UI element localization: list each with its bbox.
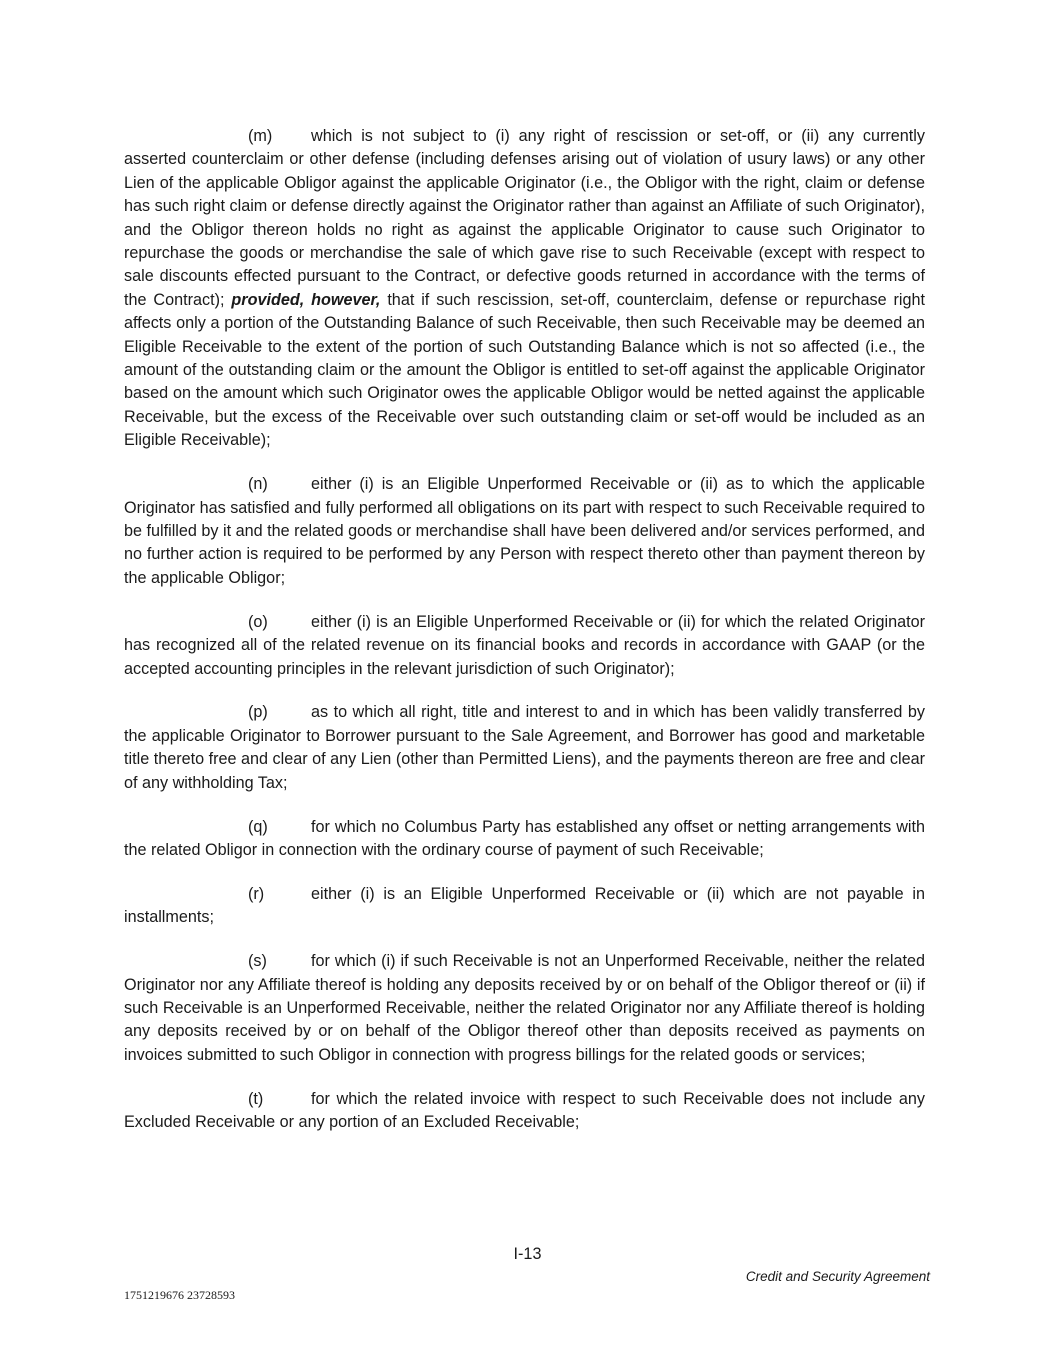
- clause-marker: (o): [248, 612, 268, 631]
- clause-marker: (m): [248, 127, 273, 145]
- clause-text: for which (i) if such Receivable is not an Unperformed Receivable, neither the related Originator nor any Affiliate thereof is holding any deposits received by or on behalf of the Obligor thereof or (ii) if such Receivable is an Unperformed Receivable, neither the related Originator nor any Affiliate thereof is holding any deposits received by or on behalf of the Obligor thereof other than deposits received as payments on invoices submitted to such Obligor in connection with progress billings for the related goods or services;: [124, 952, 925, 1064]
- clause-text: for which no Columbus Party has established any offset or netting arrangements with the related Obligor in connection with the ordinary course of payment of such Receivable;: [124, 817, 925, 859]
- clause-text: which is not subject to (i) any right of rescission or set-off, or (ii) any currently asserted counterclaim or other defense (including defenses arising out of violation of usury laws) or any other Lien of the applicable Obligor against the applicable Originator (i.e., the Obligor with the right, claim or defense has such right claim or defense directly against the Originator rather than against an Affiliate of such Originator), and the Obligor thereon holds no right as against the applicable Originator to cause such Originator to repurchase the goods or merchandise the sale of which gave rise to such Receivable (except with respect to sale discounts effected pursuant to the Contract, or defective goods returned in accordance with the terms of the Contract);: [124, 127, 925, 309]
- clause-r: [124, 883, 925, 930]
- clause-n: [124, 473, 925, 590]
- document-body: [124, 125, 925, 1155]
- clause-text: either (i) is an Eligible Unperformed Receivable or (ii) as to which the applicable Originator has satisfied and fully performed all obligations on its part with respect to such Receivable required to be fulfilled by it and the related goods or merchandise shall have been delivered and/or services performed, and no further action is required to be performed by any Person with respect thereto other than payment thereon by the applicable Obligor;: [124, 475, 925, 587]
- clause-m: [124, 125, 925, 453]
- clause-marker: (r): [248, 884, 265, 903]
- clause-text: either (i) is an Eligible Unperformed Receivable or (ii) for which the related Originator has recognized all of the related revenue on its financial books and records in accordance with GAAP (or the accepted accounting principles in the relevant jurisdiction of such Originator);: [124, 612, 925, 678]
- clause-marker: (t): [248, 1089, 264, 1108]
- clause-text: that if such rescission, set-off, counterclaim, defense or repurchase right affects only a portion of the Outstanding Balance of such Receivable, then such Receivable may be deemed an Eligible Receivable to the extent of the portion of such Outstanding Balance which is not so affected (i.e., the amount of the outstanding claim or the amount the Obligor is entitled to set-off against the applicable Originator based on the amount which such Originator owes the applicable Obligor would be netted against the applicable Receivable, but the excess of the Receivable over such outstanding claim or set-off would be included as an Eligible Receivable);: [124, 290, 926, 450]
- document-id: 1751219676 23728593: [124, 1288, 235, 1302]
- page-number: I-13: [513, 1245, 542, 1263]
- clause-text: as to which all right, title and interest to and in which has been validly transferred by the applicable Originator to Borrower pursuant to the Sale Agreement, and Borrower has good and marketable title thereto free and clear of any Lien (other than Permitted Liens), and the payments thereon are free and clear of any withholding Tax;: [124, 703, 925, 792]
- clause-t: [124, 1088, 925, 1135]
- clause-marker: (s): [248, 952, 267, 971]
- clause-marker: (p): [248, 703, 268, 722]
- footer-document-title: Credit and Security Agreement: [745, 1269, 930, 1284]
- clause-marker: (n): [248, 475, 268, 494]
- clause-o: [124, 611, 925, 681]
- clause-q: [124, 816, 925, 863]
- clause-emphasis: provided, however,: [231, 290, 381, 309]
- clause-p: [124, 701, 925, 795]
- clause-marker: (q): [248, 817, 268, 836]
- clause-text: either (i) is an Eligible Unperformed Receivable or (ii) which are not payable in installments;: [124, 884, 925, 927]
- clause-s: [124, 950, 925, 1067]
- clause-text: for which the related invoice with respect to such Receivable does not include any Excluded Receivable or any portion of an Excluded Receivable;: [124, 1089, 925, 1132]
